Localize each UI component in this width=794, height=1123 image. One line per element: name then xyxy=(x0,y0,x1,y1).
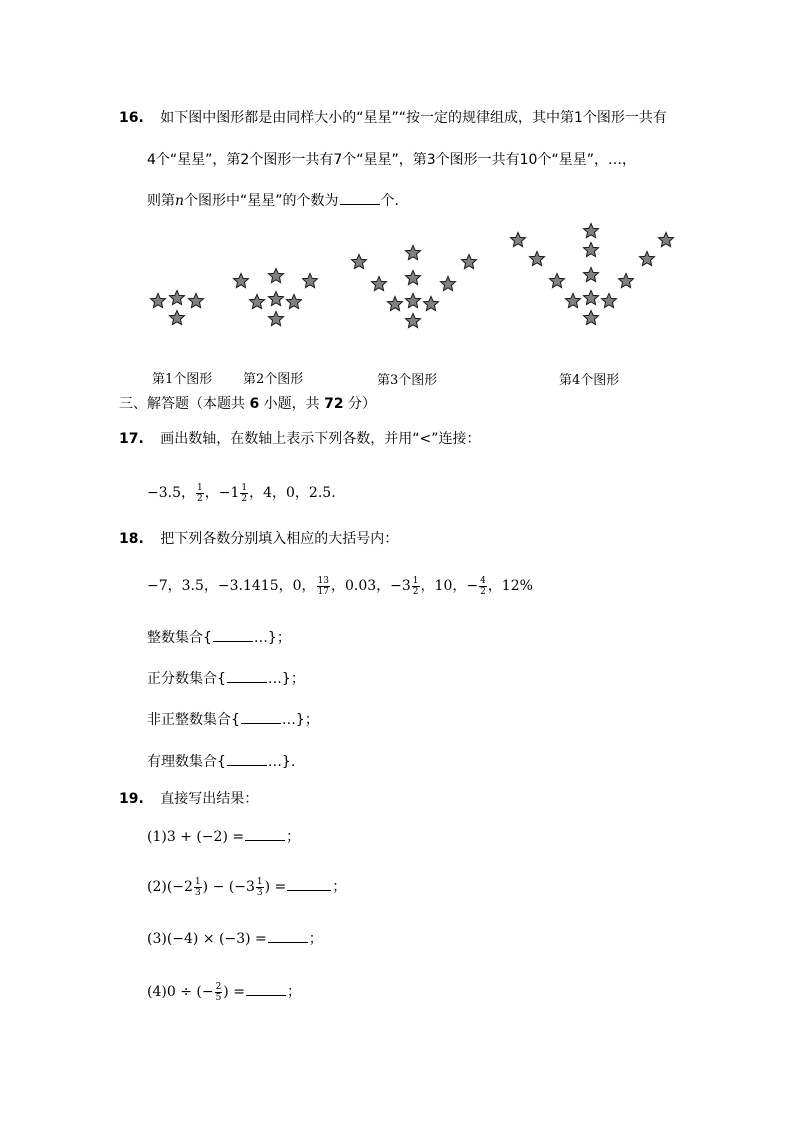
star-pattern-figure xyxy=(0,0,794,400)
question-number: 17. xyxy=(119,431,144,447)
set-rationals: 有理数集合{ …}. xyxy=(147,754,296,770)
expression-1: (1)3 + (−2) = ； xyxy=(147,829,301,845)
star-icon xyxy=(303,274,318,288)
star-icon xyxy=(269,269,284,283)
variable-n: n xyxy=(175,193,185,209)
expression-3: (3)(−4) × (−3) = ； xyxy=(147,931,323,947)
answer-blank xyxy=(227,669,267,683)
star-icon xyxy=(250,295,265,309)
figure-1-stars xyxy=(151,291,204,325)
question-17-text: 17. 画出数轴，在数轴上表示下列各数，并用“<”连接： xyxy=(119,431,481,447)
figure-4-stars xyxy=(511,224,674,325)
figure-1-caption: 第1个图形 xyxy=(152,372,213,387)
star-icon xyxy=(189,294,204,308)
answer-blank xyxy=(227,752,267,766)
expression-2: (2)(−2 $\frac{1}{3}$ ) − (−3 $\frac{1}{3}$ ) = ； xyxy=(147,876,347,898)
figure-2-caption: 第2个图形 xyxy=(243,372,304,387)
star-icon xyxy=(619,274,634,288)
star-icon xyxy=(406,271,421,285)
star-icon xyxy=(441,277,456,291)
star-icon xyxy=(406,314,421,328)
star-icon xyxy=(234,274,249,288)
star-icon xyxy=(584,268,599,282)
star-icon xyxy=(550,274,565,288)
figure-3-caption: 第3个图形 xyxy=(377,373,438,388)
star-icon xyxy=(511,233,526,247)
star-icon xyxy=(530,252,545,266)
star-icon xyxy=(287,295,302,309)
question-18-numbers: −7，3.5，−3.1415，0， $\frac{13}{17}$ ，0.03，−3 $\frac{1}{2}$ ，10，− $\frac{4}{2}$ ，12% xyxy=(147,575,533,597)
figure-3-stars xyxy=(352,246,477,328)
star-icon xyxy=(269,292,284,306)
star-icon xyxy=(584,224,599,238)
answer-blank xyxy=(268,929,308,943)
fraction: $\frac{1}{3}$ xyxy=(256,876,263,898)
star-icon xyxy=(372,277,387,291)
fraction: $\frac{1}{2}$ xyxy=(197,482,203,504)
star-icon xyxy=(584,291,599,305)
question-16-line3: 则第n个图形中“星星”的个数为 个． xyxy=(147,193,409,209)
set-integers: 整数集合{ …}； xyxy=(147,630,291,646)
figure-2-stars xyxy=(234,269,318,326)
answer-blank xyxy=(213,628,253,642)
star-icon xyxy=(269,312,284,326)
section-heading: 三、解答题（本题共 6 小题，共 72 分） xyxy=(119,396,377,412)
answer-blank xyxy=(246,982,286,996)
star-icon xyxy=(659,233,674,247)
set-non-positive-integers: 非正整数集合{ …}； xyxy=(147,712,319,728)
answer-blank xyxy=(245,827,285,841)
answer-blank xyxy=(287,877,331,891)
set-positive-fractions: 正分数集合{ …}； xyxy=(147,671,305,687)
star-icon xyxy=(602,294,617,308)
star-icon xyxy=(584,311,599,325)
star-icon xyxy=(170,311,185,325)
star-icon xyxy=(352,255,367,269)
figure-4-caption: 第4个图形 xyxy=(559,373,620,388)
expression-4: (4)0 ÷ (− $\frac{2}{5}$ ) = ； xyxy=(147,981,301,1003)
question-18-text: 18. 把下列各数分别填入相应的大括号内： xyxy=(119,531,399,547)
star-icon xyxy=(640,252,655,266)
fraction: $\frac{1}{2}$ xyxy=(412,575,419,597)
fraction: $\frac{13}{17}$ xyxy=(317,575,329,597)
star-icon xyxy=(406,294,421,308)
question-17-numbers: −3.5， $\frac{1}{2}$ ，−1 $\frac{1}{2}$ ，4，0，2.5. xyxy=(147,482,336,504)
star-icon xyxy=(151,294,166,308)
star-icon xyxy=(584,243,599,257)
question-16-line2: 4个“星星”，第2个图形一共有7个“星星”，第3个图形一共有10个“星星”，…， xyxy=(147,152,636,168)
fraction: $\frac{1}{3}$ xyxy=(194,876,201,898)
star-icon xyxy=(424,297,439,311)
star-icon xyxy=(462,255,477,269)
question-number: 16. xyxy=(119,110,144,126)
star-icon xyxy=(566,294,581,308)
question-19-text: 19. 直接写出结果： xyxy=(119,791,259,807)
fraction: $\frac{1}{2}$ xyxy=(241,482,248,504)
star-icon xyxy=(388,297,403,311)
star-icon xyxy=(406,246,421,260)
question-16-text: 16. 如下图中图形都是由同样大小的“星星”“按一定的规律组成，其中第1个图形一共有 xyxy=(119,110,667,126)
question-number: 19. xyxy=(119,791,144,807)
answer-blank xyxy=(241,710,281,724)
question-number: 18. xyxy=(119,531,144,547)
fraction: $\frac{2}{5}$ xyxy=(215,981,222,1003)
star-icon xyxy=(170,291,185,305)
fraction: $\frac{4}{2}$ xyxy=(480,575,486,597)
